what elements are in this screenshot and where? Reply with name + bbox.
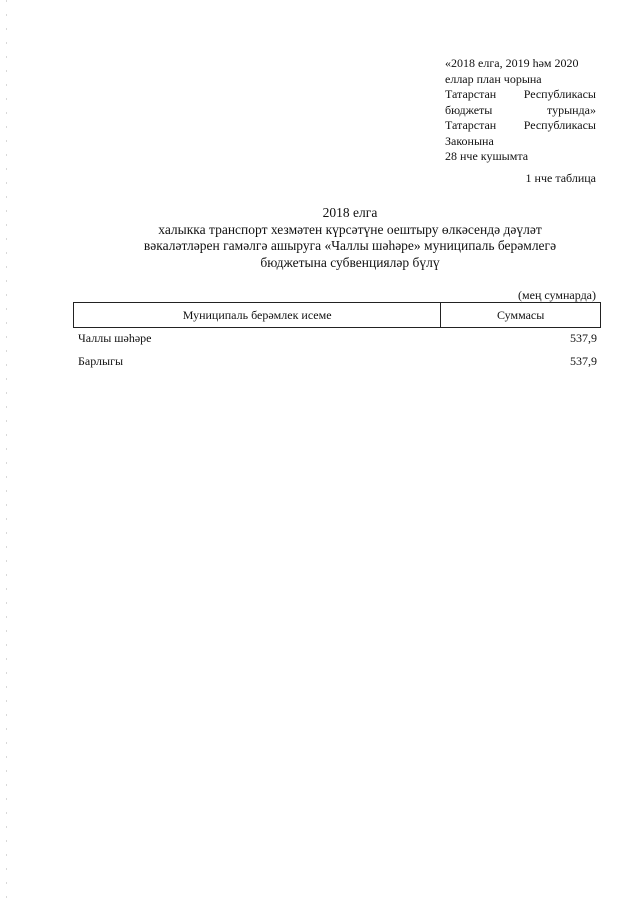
annex-line-5-left: Татарстан bbox=[445, 118, 497, 132]
subvention-table bbox=[73, 302, 601, 328]
document-title bbox=[100, 205, 600, 271]
annex-line-4-left: бюджеты bbox=[445, 102, 493, 117]
title-line-1: 2018 елга bbox=[322, 205, 378, 220]
annex-line-1: «2018 елга, 2019 һәм 2020 bbox=[445, 56, 579, 70]
header-sum: Суммасы bbox=[441, 303, 601, 328]
annex-line-3-right: Республикасы bbox=[523, 87, 596, 101]
title-line-3: вәкаләтләрен гамәлгә ашыруга «Чаллы шәһәре» муниципаль берәмлегә bbox=[143, 238, 557, 253]
annex-line-6: Законына bbox=[445, 133, 494, 148]
annex-reference bbox=[445, 56, 596, 165]
annex-line-4 bbox=[445, 103, 596, 119]
header-municipality-name: Муниципаль берәмлек исеме bbox=[74, 303, 441, 328]
unit-note: (мең сумнарда) bbox=[518, 288, 596, 302]
title-line-4: бюджетына субвенцияләр бүлү bbox=[260, 254, 440, 270]
annex-line-3 bbox=[445, 87, 596, 103]
annex-line-2: еллар план чорына bbox=[445, 71, 542, 86]
table-header-row bbox=[74, 303, 601, 328]
row-total-label: Барлыгы bbox=[78, 354, 124, 368]
row-total-sum: 537,9 bbox=[570, 354, 597, 368]
table-number: 1 нче таблица bbox=[525, 171, 596, 185]
annex-line-7: 28 нче кушымта bbox=[445, 149, 529, 163]
annex-line-5-right: Республикасы bbox=[523, 118, 596, 132]
title-line-2: халыкка транспорт хезмәтен күрсәтүне оештыру өлкәсендә дәүләт bbox=[158, 221, 542, 237]
annex-line-5 bbox=[445, 118, 596, 134]
annex-line-3-left: Татарстан bbox=[445, 87, 497, 101]
table-row bbox=[78, 331, 597, 346]
scan-edge-mark bbox=[6, 0, 7, 905]
row-sum: 537,9 bbox=[570, 331, 597, 345]
annex-line-4-right: турында» bbox=[546, 102, 596, 117]
table-row-total bbox=[78, 354, 597, 369]
row-municipality-name: Чаллы шәһәре bbox=[78, 331, 152, 345]
